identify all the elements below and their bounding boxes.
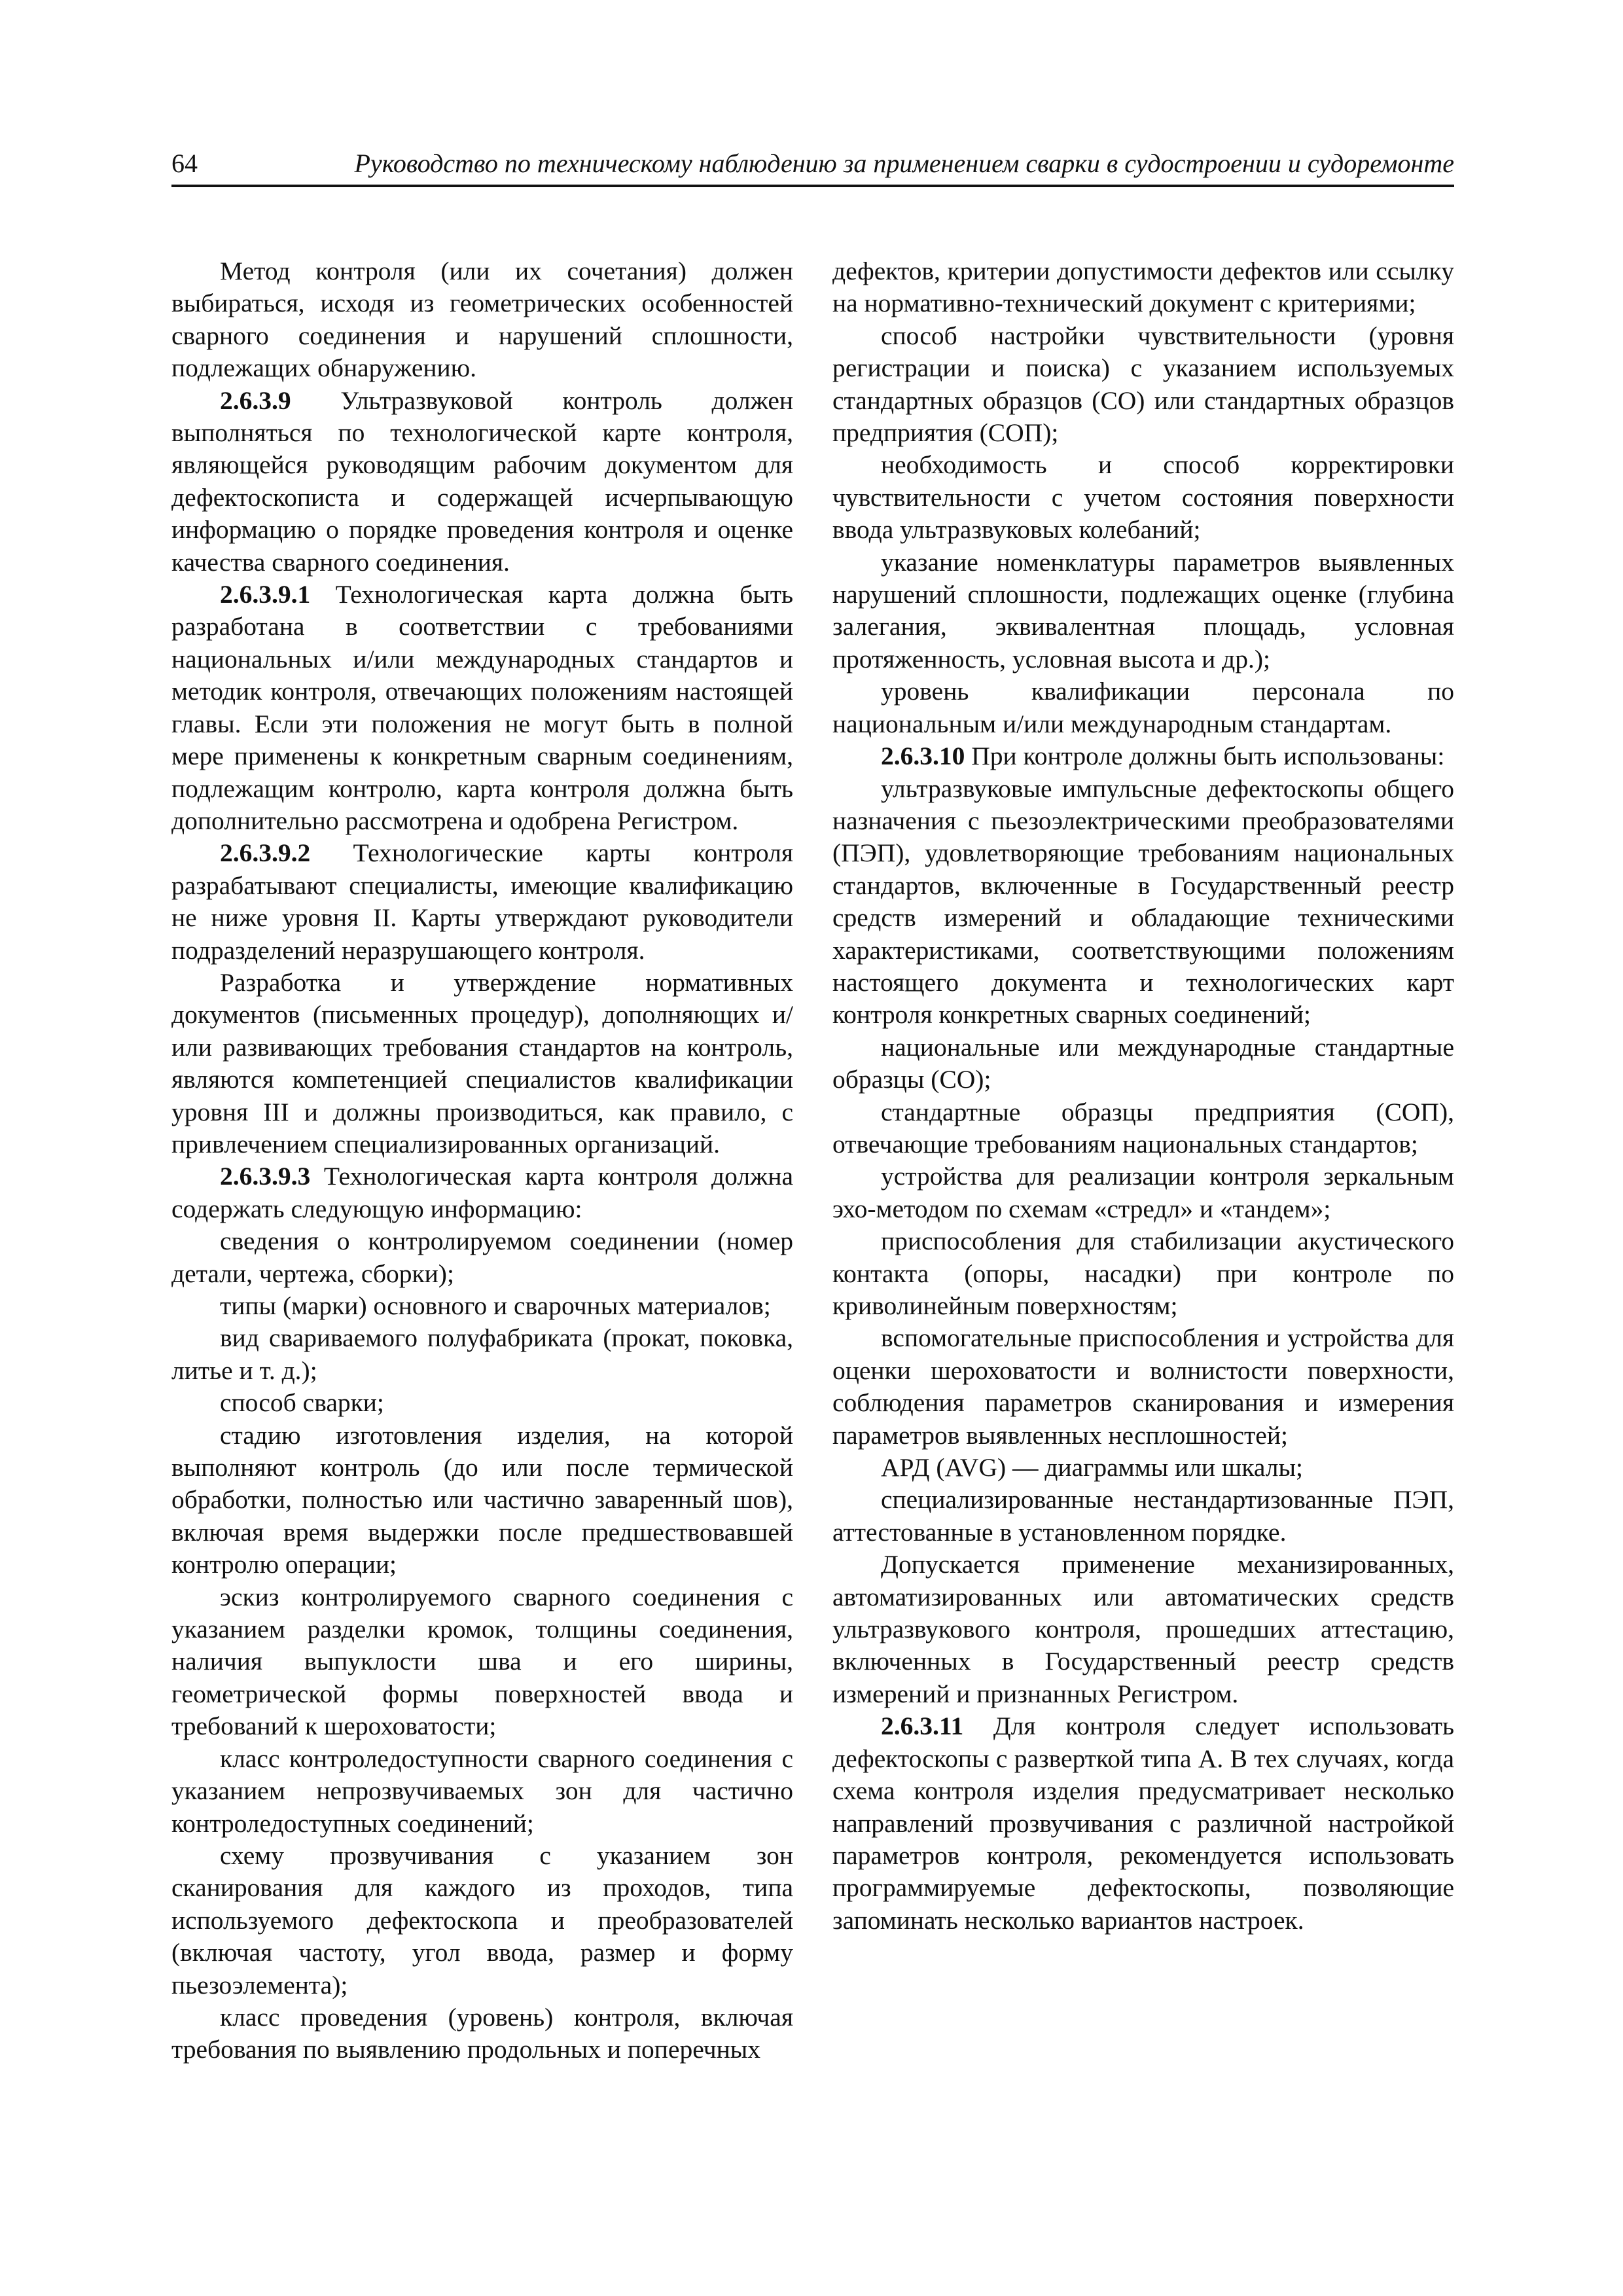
- paragraph-text: схему прозвучивания с указанием зон сканирования для каждого из проходов, типа используемого дефектоскопа и преобразователей (включая частоту, угол ввода, размер и форму пьезоэлемента);: [171, 1840, 793, 2000]
- paragraph: [171, 2001, 793, 2066]
- running-title: Руководство по техническому наблюдению за применением сварки в судостроении и судоремонте: [354, 149, 1454, 178]
- paragraph-text: Метод контроля (или их сочетания) должен выбираться, исходя из геометрических особенностей сварного соединения и нарушений сплошности, подлежащих обнаружению.: [171, 257, 793, 383]
- paragraph-text: уровень квалификации персонала по национальным и/или международным стандартам.: [832, 677, 1454, 738]
- paragraph: [171, 967, 793, 1160]
- paragraph: [171, 255, 793, 385]
- paragraph-text: сведения о контролируемом соединении (номер детали, чертежа, сборки);: [171, 1227, 793, 1288]
- paragraph: [832, 675, 1454, 740]
- paragraph-text: специализированные нестандартизованные ПЭП, аттестованные в установленном порядке.: [832, 1485, 1454, 1547]
- right-text-column: [832, 255, 1454, 1937]
- section-number: 2.6.3.9.2: [220, 838, 311, 868]
- paragraph: [171, 1322, 793, 1387]
- paragraph: [832, 740, 1454, 772]
- section-number: 2.6.3.9.3: [220, 1162, 311, 1191]
- paragraph: [171, 1840, 793, 2001]
- paragraph: [832, 547, 1454, 676]
- paragraph-text: Ультразвуковой контроль должен выполняться по технологической карте контроля, являющейся руководящим рабочим документом для дефектоскописта и содержащей исчерпывающую информацию о порядке проведения контроля и оценке качества сварного соединения.: [171, 386, 793, 577]
- paragraph-text: национальные или международные стандартные образцы (СО);: [832, 1032, 1454, 1094]
- paragraph-text: необходимость и способ корректировки чувствительности с учетом состояния поверхности ввода ультразвуковых колебаний;: [832, 450, 1454, 545]
- paragraph-text: указание номенклатуры параметров выявленных нарушений сплошности, подлежащих оценке (глубина залегания, эквивалентная площадь, условная протяженность, условная высота и др.);: [832, 547, 1454, 673]
- paragraph: [832, 1031, 1454, 1096]
- paragraph: [832, 1225, 1454, 1322]
- paragraph: [171, 1743, 793, 1840]
- left-text-column: [171, 255, 793, 2066]
- page-number: 64: [171, 149, 198, 178]
- paragraph: [832, 1549, 1454, 1710]
- paragraph-text: способ сварки;: [220, 1388, 384, 1418]
- section-number: 2.6.3.9: [220, 386, 291, 415]
- paragraph: [171, 1225, 793, 1290]
- paragraph: [171, 385, 793, 579]
- section-number: 2.6.3.9.1: [220, 580, 311, 609]
- page-header: [171, 145, 1454, 187]
- paragraph: [171, 1160, 793, 1225]
- paragraph: [832, 773, 1454, 1031]
- paragraph: [171, 1387, 793, 1419]
- paragraph-text: приспособления для стабилизации акустического контакта (опоры, насадки) при контроле по криволинейным поверхностям;: [832, 1227, 1454, 1320]
- paragraph-text: вспомогательные приспособления и устройства для оценки шероховатости и волнистости поверхности, соблюдения параметров сканирования и измерения параметров выявленных несплошностей;: [832, 1323, 1454, 1450]
- paragraph-text: типы (марки) основного и сварочных материалов;: [220, 1291, 771, 1320]
- paragraph: [832, 255, 1454, 320]
- paragraph-text: стадию изготовления изделия, на которой выполняют контроль (до или после термической обработки, полностью или частично заваренный шов), включая время выдержки после предшествовавшей контролю операции;: [171, 1420, 793, 1579]
- paragraph-text: При контроле должны быть использованы:: [965, 742, 1445, 771]
- paragraph-text: эскиз контролируемого сварного соединения с указанием разделки кромок, толщины соединения, наличия выпуклости шва и его ширины, геометрической формы поверхностей ввода и требований к шероховатости;: [171, 1582, 793, 1741]
- paragraph: [832, 1710, 1454, 1937]
- paragraph-text: Допускается применение механизированных, автоматизированных или автоматических средств ультразвукового контроля, прошедших аттестацию, включенных в Государственный реестр средств измерений и признанных Регистром.: [832, 1550, 1454, 1708]
- paragraph-text: способ настройки чувствительности (уровня регистрации и поиска) с указанием используемых стандартных образцов (СО) или стандартных образцов предприятия (СОП);: [832, 321, 1454, 448]
- section-number: 2.6.3.10: [881, 742, 965, 771]
- paragraph-text: Разработка и утверждение нормативных документов (письменных процедур), дополняющих и/или развивающих требования стандартов на контроль, являются компетенцией специалистов квалификации уровня III и должны производиться, как правило, с привлечением специализированных организаций.: [171, 967, 793, 1158]
- paragraph-text: класс контроледоступности сварного соединения с указанием непрозвучиваемых зон для частично контроледоступных соединений;: [171, 1744, 793, 1838]
- section-number: 2.6.3.11: [881, 1712, 964, 1741]
- paragraph-text: вид свариваемого полуфабриката (прокат, поковка, литье и т. д.);: [171, 1323, 793, 1385]
- paragraph-text: дефектов, критерии допустимости дефектов или ссылку на нормативно-технический документ с критериями;: [832, 257, 1454, 318]
- paragraph-text: Технологические карты контроля разрабатывают специалисты, имеющие квалификацию не ниже уровня II. Карты утверждают руководители подразделений неразрушающего контроля.: [171, 838, 793, 965]
- paragraph-text: стандартные образцы предприятия (СОП), отвечающие требованиям национальных стандартов;: [832, 1097, 1454, 1158]
- paragraph: [171, 1581, 793, 1743]
- paragraph: [832, 320, 1454, 450]
- paragraph: [171, 1290, 793, 1322]
- paragraph-text: устройства для реализации контроля зеркальным эхо-методом по схемам «стредл» и «тандем»;: [832, 1162, 1454, 1223]
- paragraph: [171, 579, 793, 837]
- paragraph: [171, 837, 793, 967]
- paragraph-text: Для контроля следует использовать дефектоскопы с разверткой типа А. В тех случаях, когда схема контроля изделия предусматривает несколько направлений прозвучивания с различной настройкой параметров контроля, рекомендуется использовать программируемые дефектоскопы, позволяющие запоминать несколько вариантов настроек.: [832, 1712, 1454, 1935]
- paragraph: [832, 1096, 1454, 1161]
- paragraph: [832, 1322, 1454, 1452]
- paragraph: [832, 1160, 1454, 1225]
- paragraph-text: ультразвуковые импульсные дефектоскопы общего назначения с пьезоэлектрическими преобразователями (ПЭП), удовлетворяющие требованиям национальных стандартов, включенные в Государственный реестр средств измерений и обладающие техническими характеристиками, соответствующими положениям настоящего документа и технологических карт контроля конкретных сварных соединений;: [832, 774, 1454, 1030]
- paragraph: [171, 1420, 793, 1581]
- paragraph-text: Технологическая карта контроля должна содержать следующую информацию:: [171, 1162, 793, 1223]
- paragraph: [832, 1484, 1454, 1549]
- paragraph-text: АРД (AVG) — диаграммы или шкалы;: [881, 1453, 1304, 1482]
- paragraph-text: Технологическая карта должна быть разработана в соответствии с требованиями национальных и/или международных стандартов и методик контроля, отвечающих положениям настоящей главы. Если эти положения не могут быть в полной мере применены к конкретным сварным соединениям, подлежащим контролю, карта контроля должна быть дополнительно рассмотрена и одобрена Регистром.: [171, 580, 793, 835]
- paragraph: [832, 1452, 1454, 1484]
- paragraph-text: класс проведения (уровень) контроля, включая требования по выявлению продольных и поперечных: [171, 2002, 793, 2064]
- paragraph: [832, 449, 1454, 546]
